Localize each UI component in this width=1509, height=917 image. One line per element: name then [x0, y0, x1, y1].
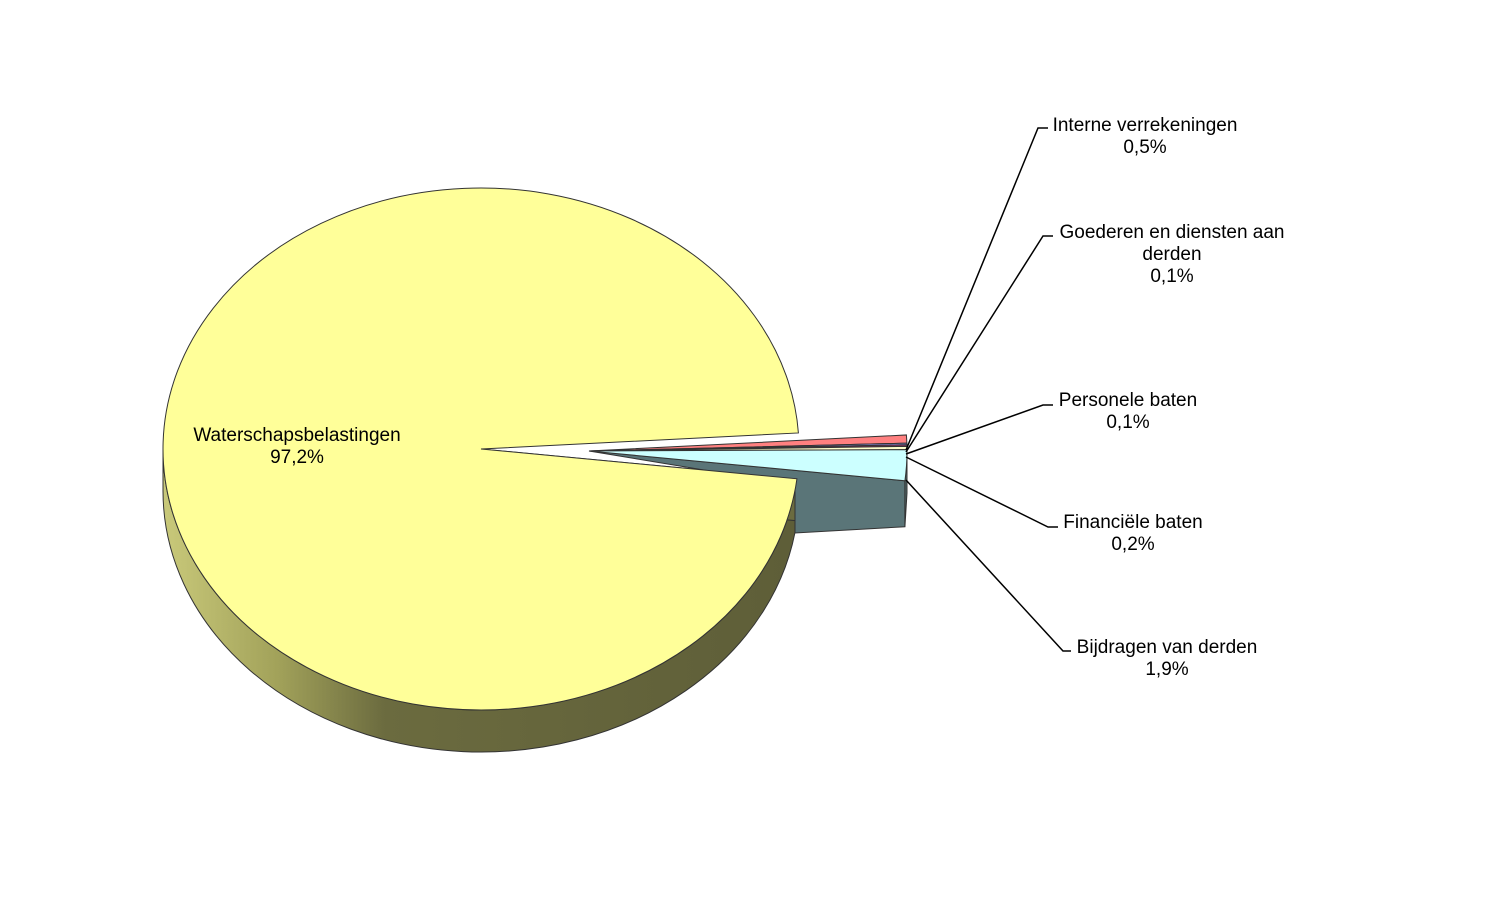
data-label-interne-verrekeningen — [1053, 115, 1238, 158]
category-label: Personele baten — [1058, 390, 1198, 411]
category-label: Waterschapsbelastingen — [193, 425, 401, 446]
data-label-financiele-baten — [1063, 512, 1202, 555]
leader-line-financiele-baten — [906, 457, 1058, 527]
category-label: Financiële baten — [1063, 512, 1203, 533]
leader-line-interne-verrekeningen — [906, 128, 1048, 450]
category-label: Interne verrekeningen — [1052, 115, 1238, 136]
leader-lines — [906, 128, 1071, 651]
value-label: 0,5% — [1123, 137, 1167, 158]
value-label: 0,2% — [1111, 534, 1155, 555]
leader-line-bijdragen-van-derden — [906, 480, 1071, 651]
value-label: 0,1% — [1150, 266, 1194, 287]
category-label: Goederen en diensten aan — [1059, 222, 1285, 243]
leader-line-goederen-en-diensten-aan-derden — [906, 236, 1053, 452]
data-label-personele-baten — [1059, 390, 1197, 433]
leader-line-personele-baten — [906, 405, 1053, 454]
value-label: 97,2% — [270, 447, 324, 468]
category-label: derden — [1142, 244, 1202, 265]
value-label: 1,9% — [1145, 659, 1189, 680]
category-label: Bijdragen van derden — [1076, 637, 1258, 658]
value-label: 0,1% — [1106, 412, 1150, 433]
data-label-bijdragen-van-derden — [1077, 637, 1258, 680]
data-label-goederen-en-diensten-aan-derden — [1059, 222, 1284, 287]
